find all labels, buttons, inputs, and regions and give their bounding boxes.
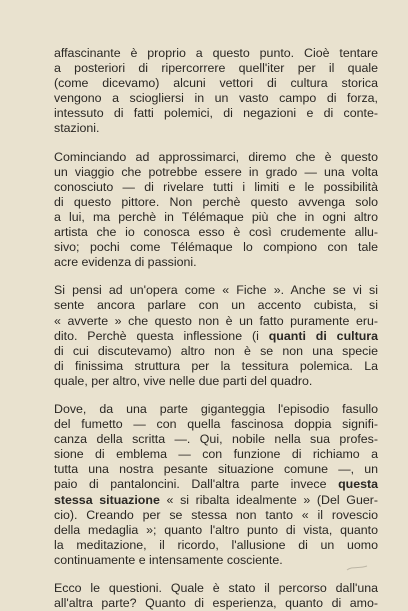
text-line: cio). Creando per se stessa non tanto « il rovescio [54, 507, 378, 522]
bold-phrase: quanti di cultura [268, 328, 378, 343]
text-line: canza della scritta —. Qui, nobile nella sua profes- [54, 432, 378, 447]
text-line: quale, per altro, vive nelle due parti del quadro. [54, 373, 313, 388]
text-line: intessuto di fatti polemici, di negazioni e di conte- [54, 106, 378, 121]
bold-phrase: questa [338, 477, 378, 492]
text-line: « avverte » che questo non è un fatto puramente eru- [54, 313, 378, 328]
text-line: di finissima struttura per la tessitura polemica. La [54, 358, 378, 373]
text-run: dito. Perchè questa inflessione (i [54, 328, 269, 343]
text-line: di cui discutevamo) altro non è se non una specie [54, 343, 378, 358]
text-line: conosciuto — di rivelare tutti i limiti e le possibilità [54, 179, 378, 194]
text-line: stazioni. [54, 121, 100, 136]
text-line: Si pensi ad un'opera come « Fiche ». Anche se vi si [54, 283, 378, 298]
paragraph-4 [54, 402, 378, 568]
text-line [54, 493, 378, 508]
text-line: vengono a sciogliersi in un vasto campo di forza, [54, 91, 378, 106]
paragraph-3 [54, 283, 378, 389]
text-line [54, 329, 378, 344]
text-line: affascinante è proprio a questo punto. Cioè tentare [54, 46, 378, 60]
text-line: acre evidenza di passioni. [54, 255, 197, 270]
text-line: continuamente e intensamente cosciente. [54, 552, 283, 567]
text-line: a posteriori di ripercorrere quell'iter per il quale [54, 61, 378, 76]
text-line: Ecco le questioni. Quale è stato il percorso dall'una [54, 581, 378, 595]
text-line: Cominciando ad approssimarci, diremo che è questo [54, 149, 378, 164]
text-line: sivo; pochi come Télémaque lo compiono con tale [54, 240, 378, 255]
text-line: della medaglia »; quanto l'altro punto di vista, quanto [54, 522, 378, 537]
text-run: « si ribalta idealmente » (Del Guer- [159, 492, 378, 507]
text-line: artista che io conosca esso è così crudemente allu- [54, 225, 378, 240]
text-line: un viaggio che potrebbe essere in grado — una volta [54, 164, 378, 179]
text-line: sente ancora parlare con un accento cubista, si [54, 298, 378, 313]
pencil-mark-icon [346, 564, 368, 572]
bold-phrase: stessa situazione [54, 492, 160, 507]
text-line: (come dicevamo) alcuni vettori di cultura storica [54, 76, 378, 91]
text-line: la meditazione, il ricordo, l'allusione di un uomo [54, 537, 378, 552]
text-line: Dove, da una parte giganteggia l'episodio fasullo [54, 401, 378, 416]
text-line: del fumetto — con quella fascinosa doppia signifi- [54, 417, 378, 432]
text-run: paio di pantaloncini. Dall'altra parte invece [54, 477, 339, 492]
text-line: tutta una nostra pesante situazione comune —, un [54, 462, 378, 477]
text-line: all'altra parte? Quanto di esperienza, quanto di amo- [54, 596, 378, 611]
paragraph-2 [54, 150, 378, 271]
text-line: sione di emblema — con funzione di richiamo a [54, 447, 378, 462]
text-line: di questo pittore. Non perchè questo avvenga solo [54, 194, 378, 209]
text-line [54, 477, 378, 492]
text-line: a lui, ma perchè in Télémaque più che in ogni altro [54, 209, 378, 224]
paragraph-1 [54, 46, 378, 137]
paragraph-5 [54, 581, 378, 611]
